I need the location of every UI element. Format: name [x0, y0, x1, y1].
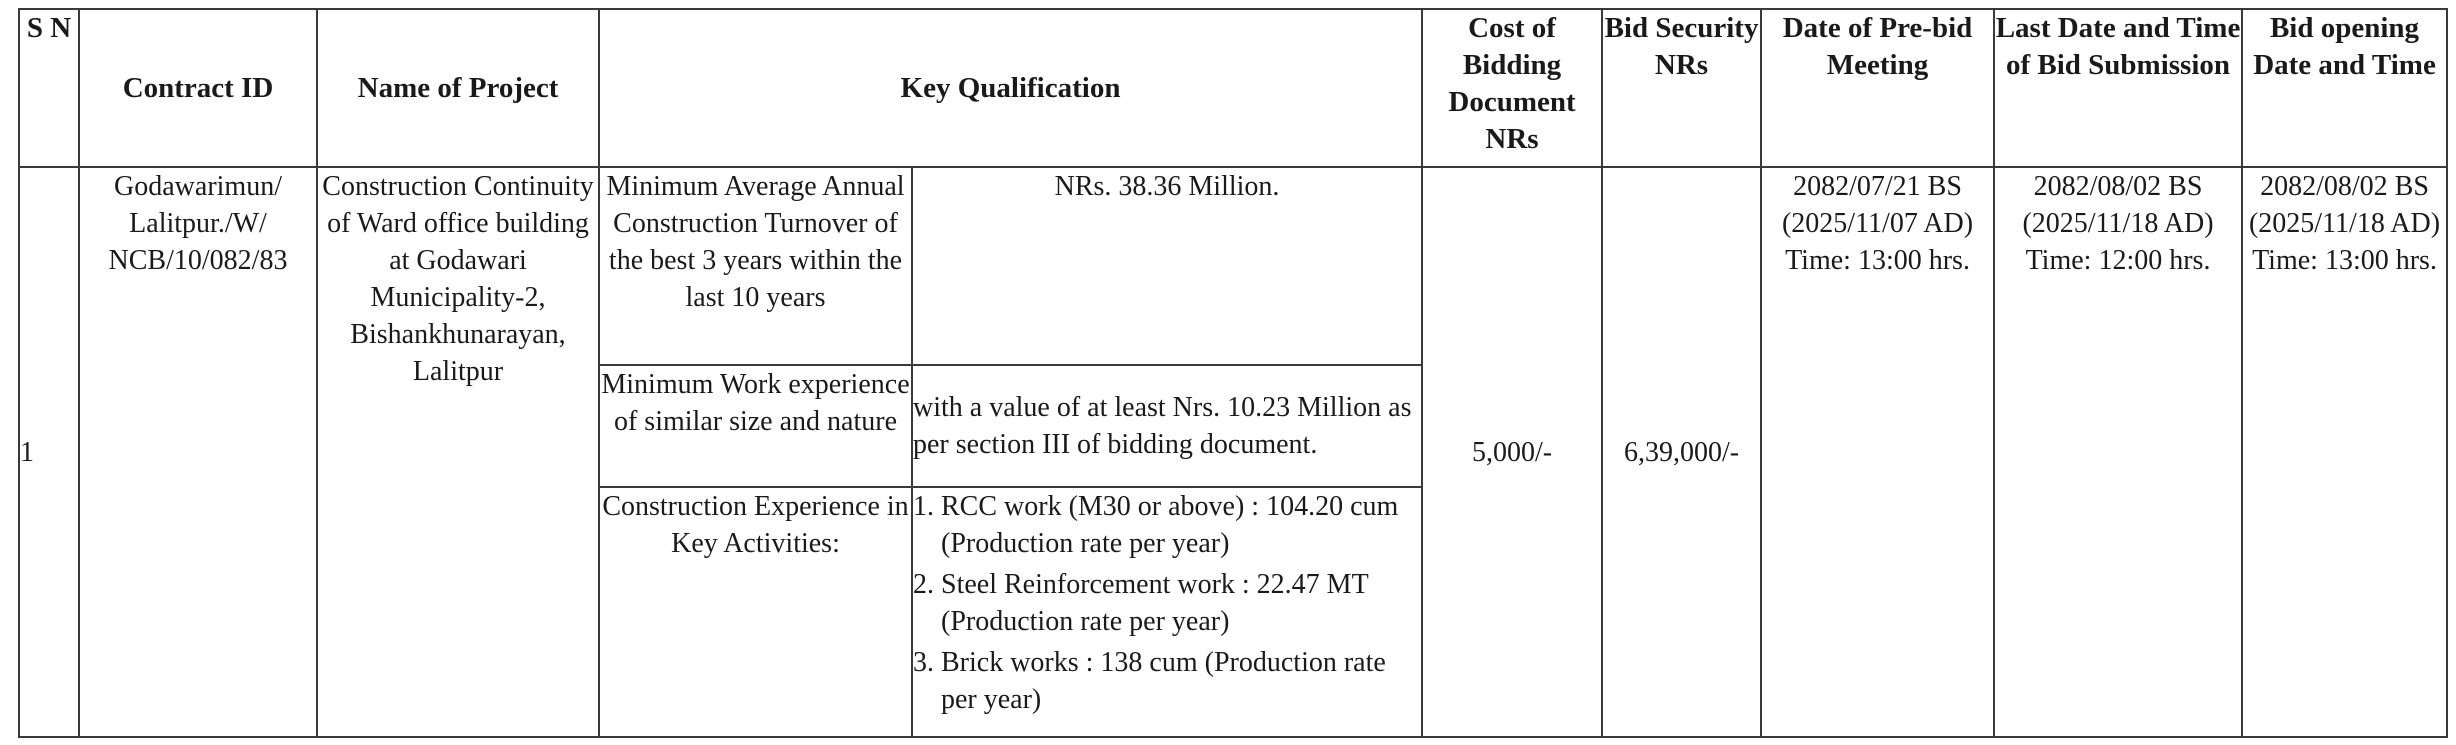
cell-bid-security: 6,39,000/-	[1602, 167, 1761, 737]
list-item-text: RCC work (M30 or above) : 104.20 cum (Production rate per year)	[941, 491, 1399, 559]
qualification-value: NRs. 38.36 Million.	[912, 167, 1422, 365]
header-bid-opening: Bid opening Date and Time	[2242, 9, 2447, 167]
table-header-row	[19, 9, 2447, 167]
list-item	[913, 488, 1421, 562]
header-key-qualification: Key Qualification	[599, 9, 1422, 167]
header-sn: S N	[19, 9, 79, 167]
cell-sn: 1	[19, 167, 79, 737]
cell-cost-of-bidding: 5,000/-	[1422, 167, 1602, 737]
list-item-text: Steel Reinforcement work : 22.47 MT (Production rate per year)	[941, 569, 1369, 637]
qualification-label: Minimum Average Annual Construction Turnover of the best 3 years within the last 10 years	[599, 167, 912, 365]
header-last-date: Last Date and Time of Bid Submission	[1994, 9, 2242, 167]
header-prebid-meeting: Date of Pre-bid Meeting	[1761, 9, 1994, 167]
list-item-text: Brick works : 138 cum (Production rate per year)	[941, 647, 1386, 715]
table-row	[19, 167, 2447, 365]
list-item-number: 3.	[913, 647, 934, 678]
list-item-number: 2.	[913, 569, 934, 600]
cell-prebid-meeting: 2082/07/21 BS (2025/11/07 AD) Time: 13:00 hrs.	[1761, 167, 1994, 737]
header-contract-id: Contract ID	[79, 9, 317, 167]
cell-bid-opening: 2082/08/02 BS (2025/11/18 AD) Time: 13:00 hrs.	[2242, 167, 2447, 737]
qualification-label: Construction Experience in Key Activities:	[599, 487, 912, 737]
list-item	[913, 566, 1421, 640]
list-item	[913, 644, 1421, 718]
qualification-value: with a value of at least Nrs. 10.23 Million as per section III of bidding document.	[912, 365, 1422, 487]
list-item-number: 1.	[913, 491, 934, 522]
bid-notice-table	[18, 8, 2448, 738]
header-cost-of-bidding: Cost of Bidding Document NRs	[1422, 9, 1602, 167]
cell-contract-id: Godawarimun/ Lalitpur./W/ NCB/10/082/83	[79, 167, 317, 737]
qualification-activity-list	[912, 487, 1422, 737]
cell-last-date: 2082/08/02 BS (2025/11/18 AD) Time: 12:00 hrs.	[1994, 167, 2242, 737]
header-name-of-project: Name of Project	[317, 9, 599, 167]
header-bid-security: Bid Security NRs	[1602, 9, 1761, 167]
cell-project-name: Construction Continuity of Ward office building at Godawari Municipality-2, Bishankhunarayan, Lalitpur	[317, 167, 599, 737]
qualification-label: Minimum Work experience of similar size and nature	[599, 365, 912, 487]
